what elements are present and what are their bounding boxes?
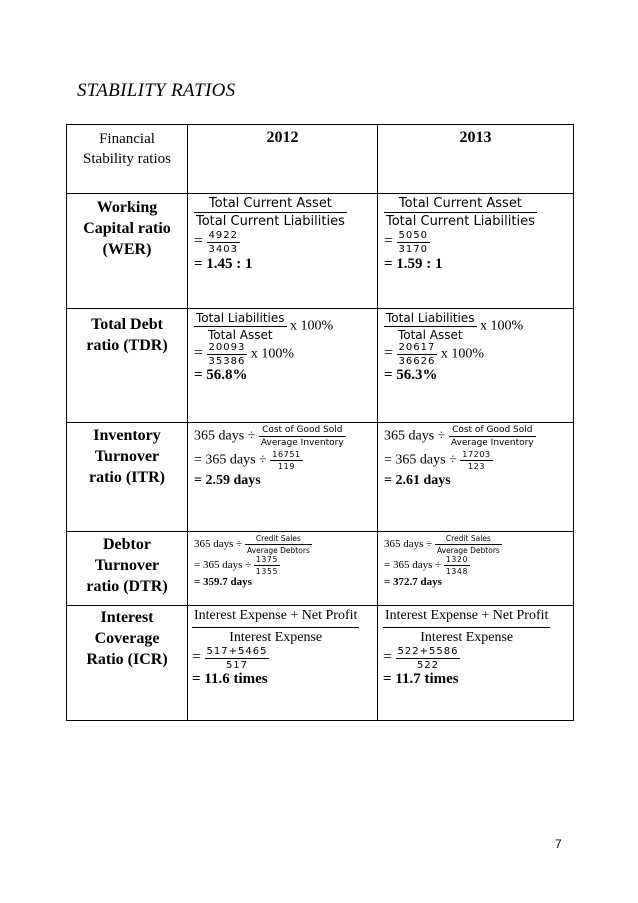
- value-fraction: [207, 230, 240, 255]
- value-numerator: 5050: [398, 230, 428, 241]
- value-numerator: 20617: [398, 342, 436, 353]
- value-fraction: [397, 342, 438, 367]
- formula-fraction: [384, 196, 537, 229]
- result-value: = 11.6 times: [192, 671, 268, 687]
- formula-numerator: Total Liabilities: [386, 311, 475, 325]
- row-label-line: (WER): [102, 241, 152, 258]
- value-denominator: 522: [396, 658, 461, 671]
- row-label-cell: [67, 606, 188, 721]
- table-row: [67, 194, 574, 309]
- value-cell-2013: [378, 309, 574, 423]
- value-fraction: [207, 342, 248, 367]
- header-year-2013: 2013: [378, 125, 574, 194]
- times-multiplier: x 100%: [480, 318, 524, 334]
- formula-numerator: Cost of Good Sold: [452, 425, 533, 435]
- formula-denominator: Interest Expense: [383, 627, 550, 646]
- value-denominator: 1355: [255, 567, 279, 576]
- table-row: [67, 532, 574, 606]
- formula-denominator: Interest Expense: [192, 627, 359, 646]
- row-label-cell: [67, 423, 188, 532]
- formula-denominator: Total Current Liabilities: [196, 214, 345, 229]
- value-denominator: 119: [270, 460, 302, 471]
- equals-sign: =: [194, 232, 204, 250]
- value-fraction: [397, 230, 430, 255]
- value-cell-2012: [188, 606, 378, 721]
- formula-denominator: Average Debtors: [436, 546, 500, 555]
- formula-prefix: 365 days ÷: [384, 428, 446, 444]
- header-label-line: Stability ratios: [83, 151, 171, 167]
- formula-numerator: Interest Expense + Net Profit: [194, 608, 358, 623]
- page-title: STABILITY RATIOS: [77, 80, 236, 101]
- result-value: = 2.59 days: [194, 473, 261, 488]
- formula-fraction: [194, 196, 347, 229]
- formula-numerator: Cost of Good Sold: [262, 425, 343, 435]
- formula-fraction: [449, 425, 536, 448]
- value-cell-2012: [188, 532, 378, 606]
- formula-prefix: 365 days ÷: [384, 538, 433, 551]
- formula-prefix: 365 days ÷: [194, 538, 243, 551]
- formula-fraction: [384, 311, 477, 342]
- equals-sign: =: [192, 648, 202, 666]
- formula-fraction: [192, 608, 359, 646]
- value-denominator: 3403: [208, 244, 238, 255]
- page-number: 7: [555, 837, 562, 851]
- formula-numerator: Total Current Asset: [398, 196, 522, 211]
- times-multiplier: x 100%: [250, 346, 295, 362]
- formula-numerator: Credit Sales: [255, 534, 301, 543]
- formula-denominator: Average Inventory: [450, 438, 534, 448]
- value-numerator: 517+5465: [206, 646, 268, 657]
- value-fraction: [270, 450, 302, 471]
- value-denominator: 3170: [398, 244, 428, 255]
- formula-numerator: Total Liabilities: [196, 311, 285, 325]
- value-numerator: 4922: [208, 230, 238, 241]
- formula-fraction: [245, 534, 312, 555]
- result-value: = 2.61 days: [384, 473, 451, 488]
- row-label-line: Working: [96, 199, 158, 216]
- formula-fraction: [383, 608, 550, 646]
- value-cell-2013: [378, 194, 574, 309]
- result-value: = 1.59 : 1: [384, 256, 443, 272]
- value-denominator: 1348: [445, 567, 469, 576]
- value-denominator: 123: [460, 460, 492, 471]
- value-fraction: [460, 450, 492, 471]
- step-prefix: = 365 days ÷: [194, 452, 267, 468]
- result-value: = 11.7 times: [383, 671, 459, 687]
- formula-denominator: Total Asset: [194, 326, 287, 342]
- formula-denominator: Average Inventory: [260, 438, 344, 448]
- row-label-line: Interest: [100, 609, 154, 626]
- value-cell-2012: [188, 194, 378, 309]
- header-label-line: Financial: [99, 131, 155, 147]
- value-cell-2012: [188, 423, 378, 532]
- result-value: = 359.7 days: [194, 576, 252, 588]
- value-fraction: [444, 555, 470, 576]
- formula-fraction: [259, 425, 346, 448]
- formula-numerator: Interest Expense + Net Profit: [385, 608, 549, 623]
- row-label-cell: [67, 309, 188, 423]
- equals-sign: =: [383, 648, 393, 666]
- row-label-cell: [67, 532, 188, 606]
- value-numerator: 1320: [445, 555, 469, 564]
- value-numerator: 17203: [462, 450, 491, 459]
- row-label-line: Coverage: [94, 630, 160, 647]
- table-row: [67, 606, 574, 721]
- value-denominator: 517: [205, 658, 270, 671]
- table-row: [67, 309, 574, 423]
- value-cell-2012: [188, 309, 378, 423]
- times-multiplier: x 100%: [290, 318, 334, 334]
- row-label-line: Total Debt: [91, 316, 163, 333]
- equals-sign: =: [384, 344, 394, 362]
- header-year-2012: 2012: [188, 125, 378, 194]
- formula-denominator: Total Asset: [384, 326, 477, 342]
- result-value: = 56.8%: [194, 367, 248, 383]
- step-prefix: = 365 days ÷: [194, 559, 252, 572]
- value-fraction: [254, 555, 280, 576]
- formula-numerator: Total Current Asset: [208, 196, 332, 211]
- formula-denominator: Total Current Liabilities: [386, 214, 535, 229]
- formula-fraction: [194, 311, 287, 342]
- value-numerator: 16751: [272, 450, 301, 459]
- value-fraction: [396, 646, 461, 671]
- row-label-line: Turnover: [94, 448, 160, 465]
- formula-denominator: Average Debtors: [246, 546, 310, 555]
- value-numerator: 1375: [255, 555, 279, 564]
- header-label-cell: [67, 125, 188, 194]
- value-numerator: 522+5586: [397, 646, 459, 657]
- row-label-line: Inventory: [93, 427, 161, 444]
- table-row: [67, 423, 574, 532]
- formula-numerator: Credit Sales: [445, 534, 491, 543]
- result-value: = 372.7 days: [384, 576, 442, 588]
- row-label-line: ratio (DTR): [86, 578, 168, 595]
- row-label-cell: [67, 194, 188, 309]
- result-value: = 56.3%: [384, 367, 438, 383]
- stability-ratios-table: [66, 124, 574, 721]
- value-numerator: 20093: [208, 342, 246, 353]
- value-denominator: 35386: [208, 356, 246, 367]
- step-prefix: = 365 days ÷: [384, 559, 442, 572]
- value-cell-2013: [378, 532, 574, 606]
- step-prefix: = 365 days ÷: [384, 452, 457, 468]
- row-label-line: ratio (TDR): [86, 337, 168, 354]
- value-denominator: 36626: [398, 356, 436, 367]
- value-cell-2013: [378, 423, 574, 532]
- equals-sign: =: [194, 344, 204, 362]
- row-label-line: Capital ratio: [83, 220, 171, 237]
- times-multiplier: x 100%: [440, 346, 485, 362]
- equals-sign: =: [384, 232, 394, 250]
- row-label-line: Debtor: [103, 536, 151, 553]
- value-cell-2013: [378, 606, 574, 721]
- formula-prefix: 365 days ÷: [194, 428, 256, 444]
- row-label-line: Turnover: [94, 557, 160, 574]
- row-label-line: Ratio (ICR): [86, 651, 168, 668]
- value-fraction: [205, 646, 270, 671]
- table-header-row: [67, 125, 574, 194]
- formula-fraction: [435, 534, 502, 555]
- row-label-line: ratio (ITR): [89, 469, 165, 486]
- result-value: = 1.45 : 1: [194, 256, 253, 272]
